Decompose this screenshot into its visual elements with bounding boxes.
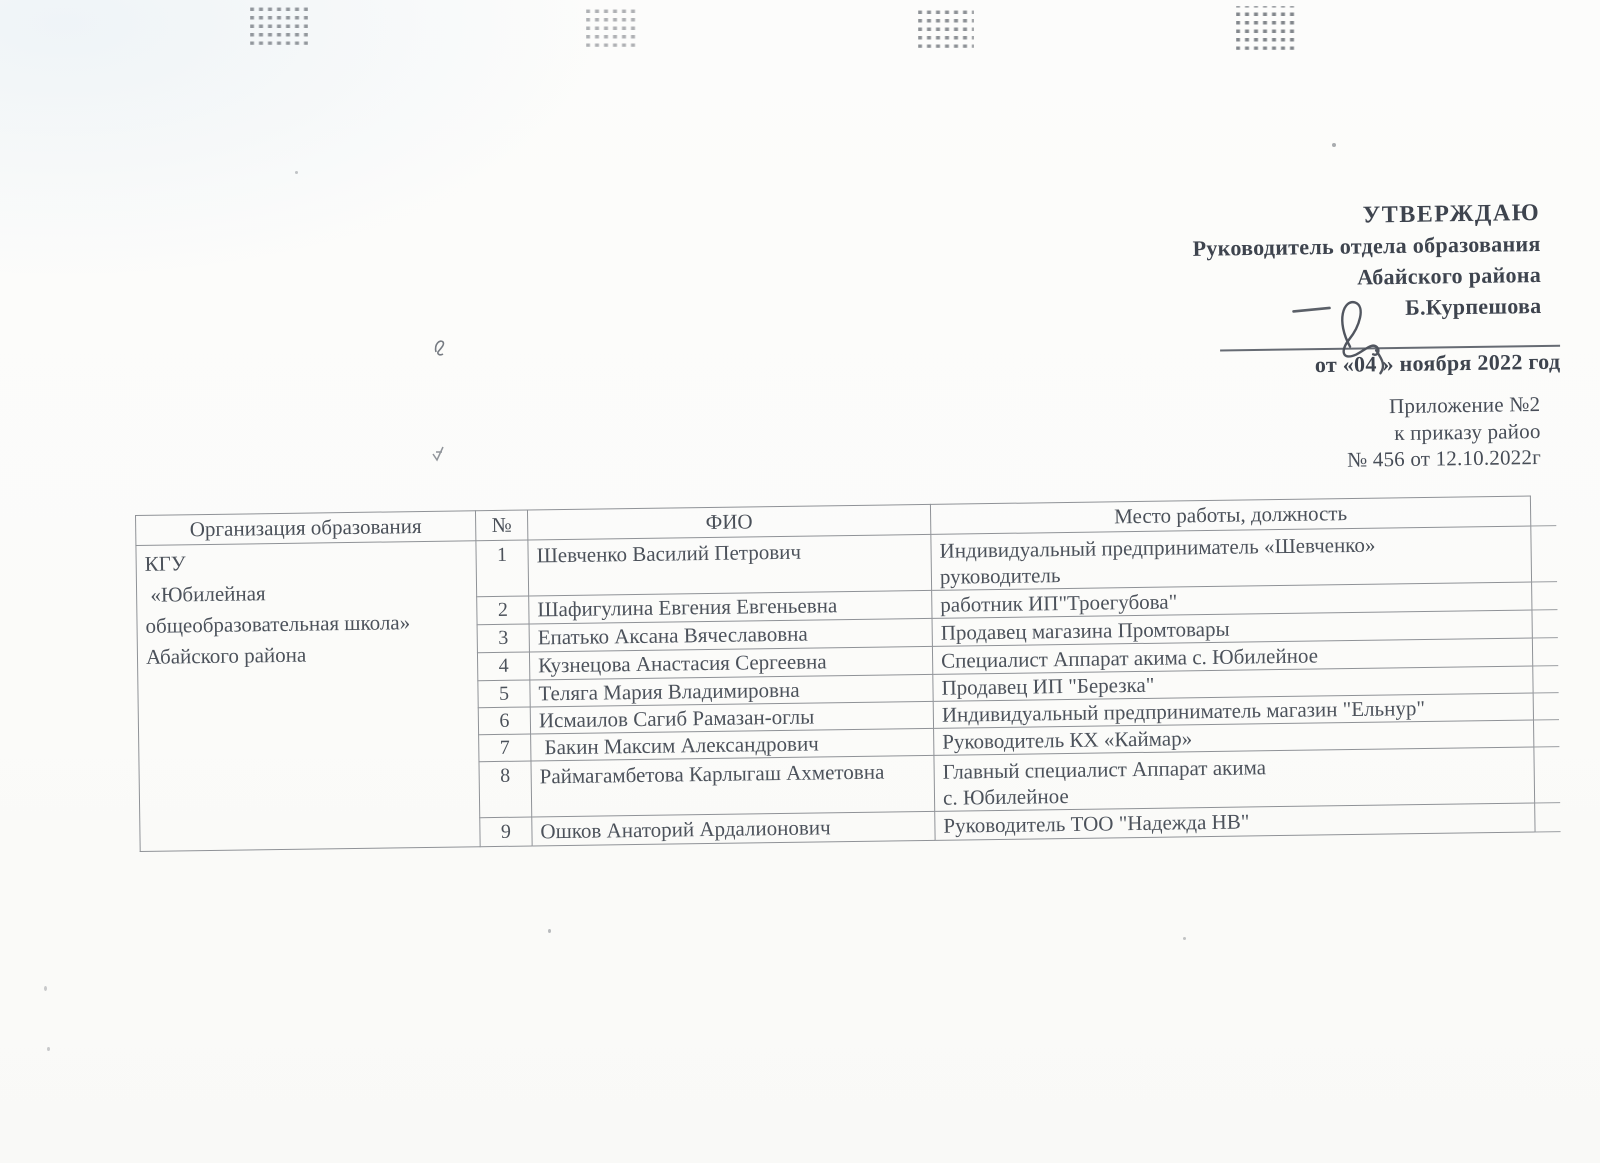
row-number: 2	[477, 596, 529, 625]
workplace: Руководитель ТОО "Надежда НВ"	[935, 803, 1535, 840]
row-number: 3	[477, 624, 529, 653]
person-name: Ошков Анаторий Ардалионович	[532, 811, 935, 846]
person-name: Кузнецова Анастасия Сергеевна	[529, 646, 932, 680]
row-number: 5	[478, 680, 530, 708]
row-number: 6	[478, 707, 530, 735]
workplace: Продавец ИП "Березка"	[933, 666, 1533, 701]
scan-speck	[1183, 937, 1186, 940]
scan-speck	[47, 1047, 50, 1051]
scan-speck	[295, 171, 298, 174]
staple-mark-artifact	[918, 10, 974, 48]
annex-block	[1100, 391, 1541, 477]
annex-order-line: к приказу райоо	[1394, 418, 1541, 445]
person-name: Шафигулина Евгения Евгеньевна	[529, 590, 932, 624]
row-number: 1	[476, 540, 529, 597]
workplace: Продавец магазина Промтовары	[932, 610, 1532, 646]
organization-cell: КГУ «Юбилейная общеобразовательная школа» Абайского района	[136, 541, 480, 852]
workplace: Руководитель КХ «Каймар»	[934, 720, 1534, 755]
person-name: Епатько Аксана Вячеславовна	[529, 618, 932, 652]
approval-district-line: Абайского района	[1356, 261, 1542, 290]
approval-signer-name: Б.Курпешова	[1404, 292, 1542, 320]
row-number: 9	[480, 817, 532, 847]
scan-speck	[548, 929, 551, 933]
workplace: Индивидуальный предприниматель «Шевченко» руководитель	[931, 526, 1532, 590]
person-name: Теляга Мария Владимировна	[530, 674, 933, 707]
annex-title: Приложение №2	[1388, 391, 1541, 419]
person-name: Бакин Максим Александрович	[531, 728, 934, 761]
person-name: Раймагамбетова Карлыгаш Ахметовна	[531, 755, 935, 817]
participants-table-wrapper	[135, 496, 1536, 852]
row-number: 7	[479, 734, 531, 762]
row-number: 8	[479, 761, 532, 818]
scan-speck	[1332, 143, 1336, 147]
person-name: Шевченко Василий Петрович	[528, 534, 932, 596]
workplace: Индивидуальный предприниматель магазин "Ельнур"	[933, 693, 1533, 728]
approval-title: УТВЕРЖДАЮ	[1362, 199, 1541, 229]
header-number: №	[475, 510, 527, 541]
workplace: работник ИП"Троегубова"	[932, 582, 1532, 618]
header-name: ФИО	[527, 504, 930, 540]
scan-squiggle-artifact	[432, 336, 450, 358]
staple-mark-artifact	[250, 7, 308, 45]
approval-date-line: от «04 » ноября 2022 год	[1314, 348, 1561, 378]
scan-squiggle-artifact	[430, 444, 448, 464]
row-number: 4	[477, 652, 529, 681]
person-name: Исмаилов Сагиб Рамазан-оглы	[530, 701, 933, 734]
approval-block	[1100, 198, 1561, 378]
staple-mark-artifact	[586, 9, 638, 47]
scan-speck	[44, 986, 47, 991]
annex-number-line: № 456 от 12.10.2022г	[1346, 444, 1542, 472]
approval-position-line: Руководитель отдела образования	[1192, 230, 1541, 261]
staple-mark-artifact	[1236, 6, 1296, 50]
header-workplace: Место работы, должность	[930, 496, 1530, 534]
workplace: Специалист Аппарат акима с. Юбилейное	[932, 638, 1532, 674]
workplace: Главный специалист Аппарат акима с. Юбилейное	[934, 747, 1535, 811]
participants-table	[135, 496, 1536, 852]
header-organization: Организация образования	[136, 511, 476, 546]
